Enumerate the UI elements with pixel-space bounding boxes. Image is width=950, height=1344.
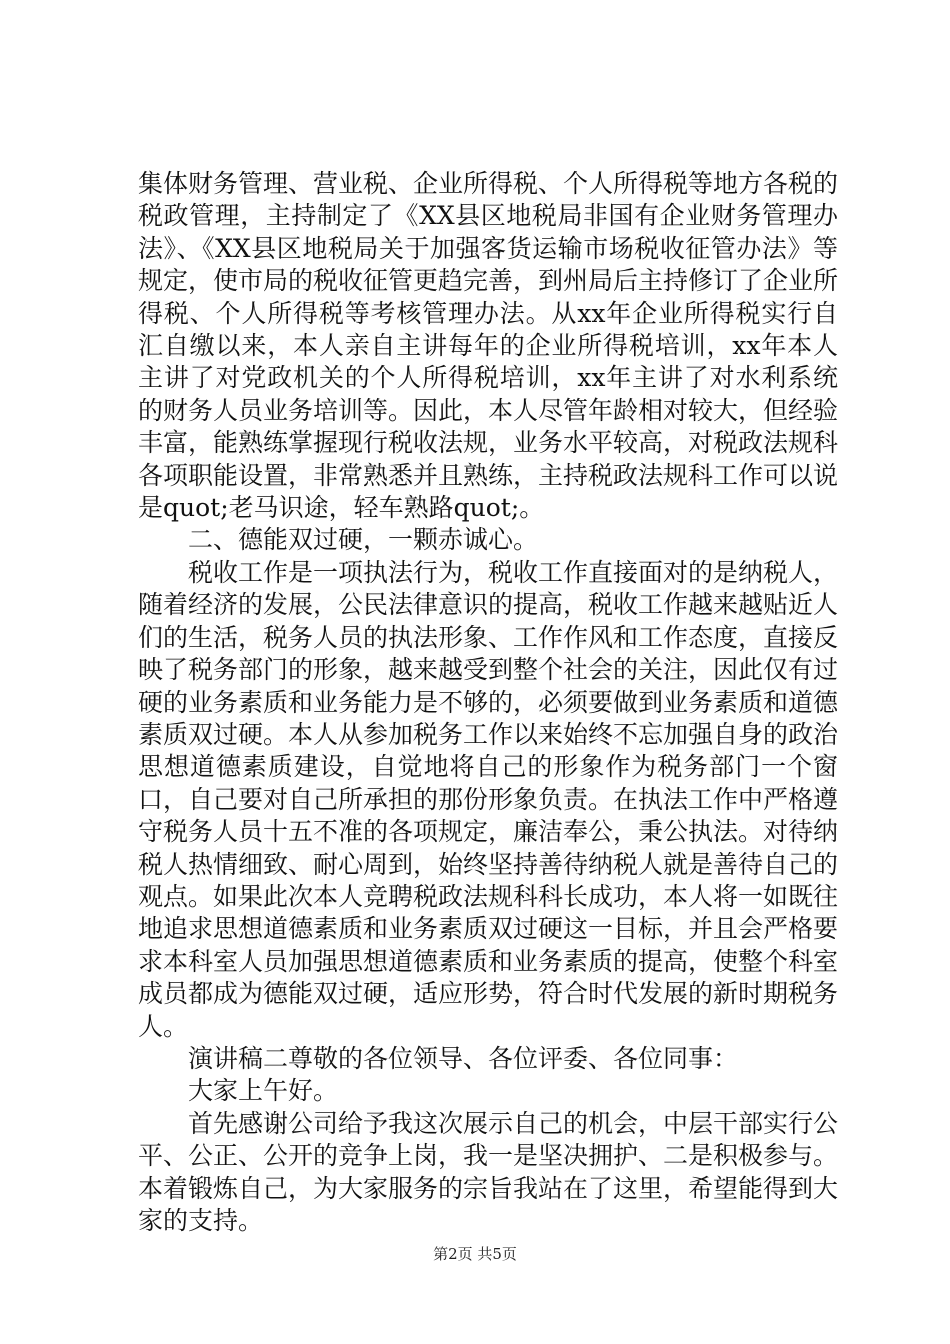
page-number-footer: 第2页 共5页: [433, 1245, 517, 1263]
speech-title: 演讲稿二尊敬的各位领导、各位评委、各位同事：: [188, 1043, 739, 1073]
paragraph-1: 集体财务管理、营业税、企业所得税、个人所得税等地方各税的税政管理，主持制定了《XX县区地税局非国有企业财务管理办法》、《XX县区地税局关于加强客货运输市场税收征管办法》等规定，使市局的税收征管更趋完善，到州局后主持修订了企业所得税、个人所得税等考核管理办法。从xx年企业所得税实行自汇自缴以来，本人亲自主讲每年的企业所得税培训，xx年本人主讲了对党政机关的个人所得税培训，xx年主讲了对水利系统的财务人员业务培训等。因此，本人尽管年龄相对较大，但经验丰富，能熟练掌握现行税收法规，业务水平较高，对税政法规科各项职能设置，非常熟悉并且熟练，主持税政法规科工作可以说是quot;老马识途，轻车熟路quot;。: [138, 169, 839, 523]
paragraph-3: 首先感谢公司给予我这次展示自己的机会，中层干部实行公平、公正、公开的竞争上岗，我一是坚决拥护、二是积极参与。本着锻炼自己，为大家服务的宗旨我站在了这里，希望能得到大家的支持。: [138, 1108, 839, 1235]
greeting: 大家上午好。: [188, 1076, 339, 1106]
paragraph-2: 税收工作是一项执法行为，税收工作直接面对的是纳税人，随着经济的发展，公民法律意识的提高，税收工作越来越贴近人们的生活，税务人员的执法形象、工作作风和工作态度，直接反映了税务部门的形象，越来越受到整个社会的关注，因此仅有过硬的业务素质和业务能力是不够的，必须要做到业务素质和道德素质双过硬。本人从参加税务工作以来始终不忘加强自身的政治思想道德素质建设，自觉地将自己的形象作为税务部门一个窗口，自己要对自己所承担的那份形象负责。在执法工作中严格遵守税务人员十五不准的各项规定，廉洁奉公，秉公执法。对待纳税人热情细致、耐心周到，始终坚持善待纳税人就是善待自己的观点。如果此次本人竞聘税政法规科科长成功，本人将一如既往地追求思想道德素质和业务素质双过硬这一目标，并且会严格要求本科室人员加强思想道德素质和业务素质的提高，使整个科室成员都成为德能双过硬，适应形势，符合时代发展的新时期税务人。: [138, 557, 839, 1041]
document-body: [138, 168, 838, 1237]
section-heading: 二、德能双过硬，一颗赤诚心。: [188, 525, 539, 555]
